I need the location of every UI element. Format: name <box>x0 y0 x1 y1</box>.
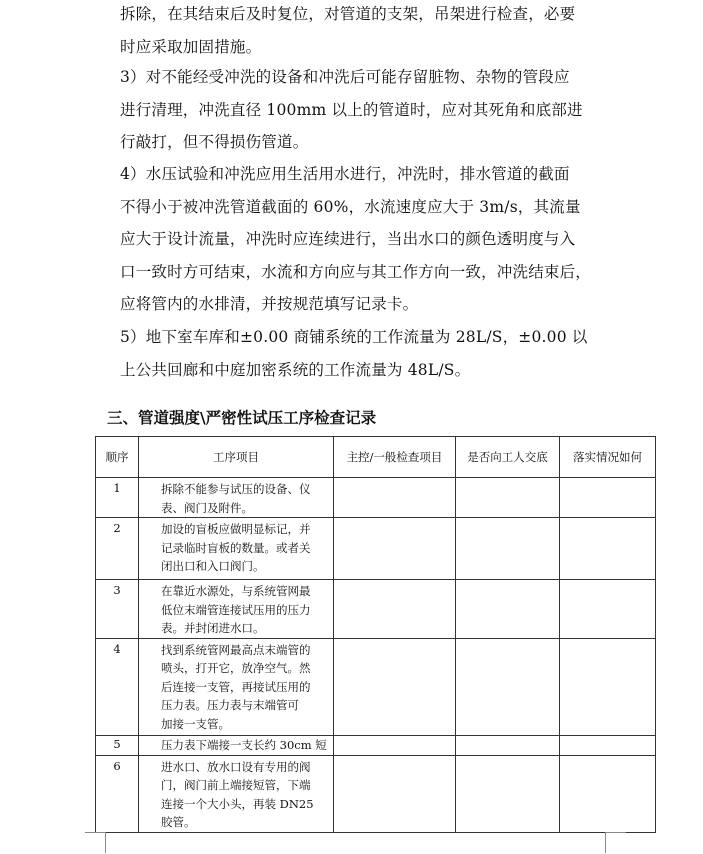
row-number: 3 <box>96 580 139 639</box>
cell-text-line: 记录临时盲板的数量。或者关 <box>161 540 311 555</box>
empty-cell[interactable] <box>560 580 656 639</box>
empty-cell[interactable] <box>334 580 456 639</box>
column-header-briefed-workers: 是否向工人交底 <box>456 437 560 478</box>
empty-cell[interactable] <box>334 755 456 832</box>
empty-cell[interactable] <box>560 638 656 735</box>
empty-cell[interactable] <box>334 735 456 755</box>
section-heading: 三、管道强度\严密性试压工序检查记录 <box>107 409 377 427</box>
cell-text-line: 喷头，打开它，放净空气。然 <box>161 661 311 675</box>
text-line: 4）水压试验和冲洗应用生活用水进行，冲洗时，排水管道的截面 <box>120 165 570 183</box>
cell-text-line: 表。并封闭进水口。 <box>161 621 265 635</box>
paragraph-item-5 <box>120 321 610 386</box>
text-line: 进行清理，冲洗直径 100mm 以上的管道时，应对其死角和底部进 <box>120 100 583 119</box>
cell-text-line: 拆除不能参与试压的设备、仪 <box>161 482 311 496</box>
column-header-process-item: 工序项目 <box>139 437 334 478</box>
empty-cell[interactable] <box>334 518 456 580</box>
paragraph-item-4 <box>120 158 610 321</box>
text-line: 时应采取加固措施。 <box>120 37 262 56</box>
cell-text-line: 进水口、放水口设有专用的阀 <box>161 759 311 774</box>
table-row <box>96 735 656 755</box>
inspection-record-table <box>95 436 656 833</box>
text-line: 口一致时方可结束，水流和方向应与其工作方向一致，冲洗结束后， <box>120 262 592 281</box>
process-item-cell <box>139 478 334 518</box>
process-item-cell <box>139 518 334 580</box>
text-line: 应将管内的水排清，并按规范填写记录卡。 <box>120 295 419 313</box>
empty-cell[interactable] <box>456 735 560 755</box>
cell-text-line: 加设的盲板应做明显标记，并 <box>161 522 311 536</box>
cell-text-line: 低位末端管连接试压用的压力 <box>161 602 311 617</box>
process-item-cell <box>139 580 334 639</box>
text-line: 不得小于被冲洗管道截面的 60%，水流速度应大于 3m/s，其流量 <box>120 197 581 216</box>
page-margin-corner-mark <box>605 832 626 853</box>
table-row <box>96 478 656 518</box>
row-number: 1 <box>96 478 139 518</box>
text-line: 3）对不能经受冲洗的设备和冲洗后可能存留脏物、杂物的管段应 <box>120 68 570 86</box>
text-line: 应大于设计流量，冲洗时应连续进行，当出水口的颜色透明度与入 <box>120 230 576 248</box>
empty-cell[interactable] <box>560 478 656 518</box>
empty-cell[interactable] <box>560 735 656 755</box>
empty-cell[interactable] <box>560 755 656 832</box>
cell-text-line: 压力表。压力表与末端管可 <box>161 698 299 712</box>
table-row <box>96 755 656 832</box>
table-row <box>96 638 656 735</box>
cell-text-line: 加接一支管。 <box>161 716 230 731</box>
empty-cell[interactable] <box>456 478 560 518</box>
text-line: 上公共回廊和中庭加密系统的工作流量为 48L/S。 <box>120 360 471 379</box>
cell-text-line: 后连接一支管，再接试压用的 <box>161 679 311 694</box>
table-row <box>96 580 656 639</box>
cell-text-line: 表、阀门及附件。 <box>161 500 253 515</box>
column-header-sequence: 顺序 <box>96 437 139 478</box>
empty-cell[interactable] <box>456 518 560 580</box>
empty-cell[interactable] <box>456 580 560 639</box>
row-number: 6 <box>96 755 139 832</box>
process-item-cell <box>139 638 334 735</box>
column-header-check-items: 主控/一般检查项目 <box>334 437 456 478</box>
cell-text-line: 压力表下端接一支长约 30cm 短 <box>161 737 327 752</box>
empty-cell[interactable] <box>560 518 656 580</box>
table-header-row <box>96 437 656 478</box>
empty-cell[interactable] <box>456 638 560 735</box>
empty-cell[interactable] <box>456 755 560 832</box>
cell-text-line: 门，阀门前上端接短管，下端 <box>161 778 311 792</box>
page-margin-corner-mark <box>85 832 106 853</box>
row-number: 2 <box>96 518 139 580</box>
cell-text-line: 连接一个大小头，再装 DN25 <box>161 796 314 811</box>
cell-text-line: 在靠近水源处，与系统管网最 <box>161 584 311 598</box>
empty-cell[interactable] <box>334 478 456 518</box>
cell-text-line: 胶管。 <box>161 815 196 829</box>
paragraph-continuation <box>120 0 610 63</box>
cell-text-line: 找到系统管网最高点末端管的 <box>161 642 311 657</box>
text-line: 行敲打，但不得损伤管道。 <box>120 133 309 151</box>
paragraph-item-3 <box>120 61 610 159</box>
text-line: 拆除，在其结束后及时复位，对管道的支架，吊架进行检查，必要 <box>120 5 576 23</box>
cell-text-line: 闭出口和入口阀门。 <box>161 559 265 573</box>
process-item-cell <box>139 735 334 755</box>
empty-cell[interactable] <box>334 638 456 735</box>
process-item-cell <box>139 755 334 832</box>
row-number: 5 <box>96 735 139 755</box>
table-row <box>96 518 656 580</box>
column-header-implementation: 落实情况如何 <box>560 437 656 478</box>
text-line: 5）地下室车库和±0.00 商铺系统的工作流量为 28L/S，±0.00 以 <box>120 328 588 346</box>
row-number: 4 <box>96 638 139 735</box>
